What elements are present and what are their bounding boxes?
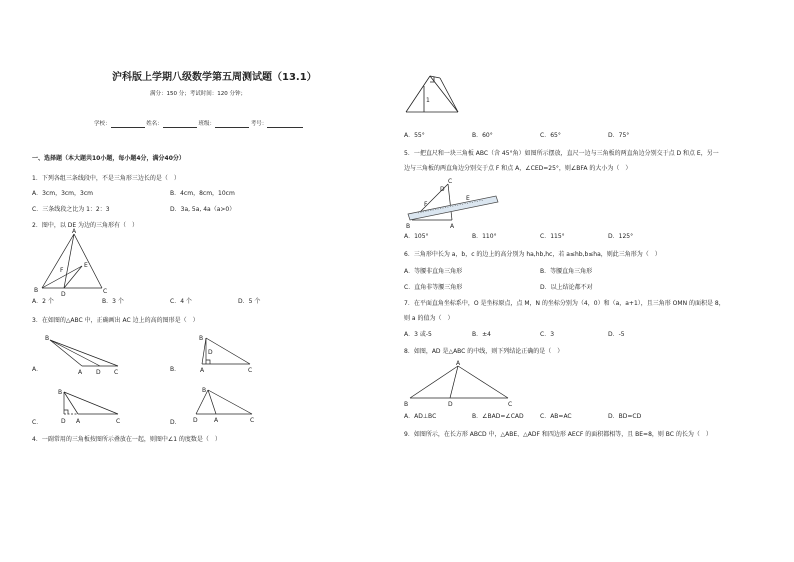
class-label: 班级：: [198, 121, 216, 127]
q5-option-b[interactable]: B．110°: [472, 233, 497, 240]
q4-right-angle: [430, 77, 434, 82]
q3c-label-b: B: [58, 389, 63, 396]
q3a-label-c: C: [114, 369, 119, 376]
exam-title: 沪科版上学期八级数学第五周测试题（13.1）: [112, 72, 317, 83]
q2-label-a: A: [72, 228, 77, 235]
q4-option-d[interactable]: D．75°: [608, 132, 630, 139]
q5-option-c[interactable]: C．115°: [540, 233, 565, 240]
q1-option-d[interactable]: D．3a, 5a, 4a（a>0）: [170, 206, 236, 213]
q8-stem: 8．如图，AD 是△ABC 的中线，则下列结论正确的是（ ）: [404, 348, 564, 355]
q6-option-b[interactable]: B．等腰直角三角形: [540, 268, 593, 275]
q5-ruler: [408, 196, 498, 220]
q8-option-c[interactable]: C．AB=AC: [540, 413, 572, 420]
q5-option-a[interactable]: A．105°: [404, 233, 429, 240]
q8-figure: [404, 358, 514, 410]
exam-meta: 满分：150 分；考试时间：120 分钟；: [150, 91, 246, 97]
q7-option-c[interactable]: C．3: [540, 331, 555, 338]
q3-option-d[interactable]: D．: [170, 419, 181, 426]
q8-option-d[interactable]: D．BD=CD: [608, 413, 642, 420]
q2-label-e: E: [84, 262, 88, 269]
q3-figure-c: [44, 386, 124, 426]
q5-stem-line2: 边与三角板的两直角边分别交于点 F 和点 A，∠CED=25°，则∠BFA 的大小为（ ）: [404, 165, 632, 172]
q1-option-c[interactable]: C．三条线段之比为 1：2：3: [32, 206, 110, 213]
q5-label-f: F: [424, 201, 428, 208]
q5-label-d: D: [440, 186, 445, 193]
q2-label-b: B: [34, 287, 39, 294]
school-blank[interactable]: [111, 121, 145, 128]
exam-no-label: 考号：: [250, 121, 268, 127]
q8-line-ba: [410, 366, 458, 398]
q1-option-b[interactable]: B．4cm，8cm，10cm: [170, 190, 235, 197]
q3a-line-ba: [50, 340, 82, 366]
q6-stem: 6．三角形中长为 a，b，c 的边上的高分别为 ha,hb,hc，若 a≤hb,b≤ha，则此三角形为（ ）: [404, 251, 661, 258]
q8-label-d: D: [448, 401, 453, 408]
q1-stem: 1．下列各组三条线段中，不是三角形三边长的是（ ）: [32, 175, 180, 182]
q7-stem-line2: 则 a 的值为（ ）: [404, 315, 454, 322]
q3-stem: 3．在如图的△ABC 中，正确画出 AC 边上的高的图形是（ ）: [32, 317, 199, 324]
q3c-label-d: D: [61, 418, 66, 425]
q7-option-d[interactable]: D．-5: [608, 331, 625, 338]
q5-option-d[interactable]: D．125°: [608, 233, 634, 240]
q5-stem-line1: 5．一把直尺和一块三角板 ABC（含 45°角）如图所示摆放，直尺一边与三角板的两直角边分别交于点 D 和点 E，另一: [404, 150, 719, 157]
exam-no-blank[interactable]: [267, 121, 303, 128]
q3b-label-a: A: [200, 367, 205, 374]
q3d-label-a: A: [214, 417, 219, 424]
q3-option-b[interactable]: B．: [170, 366, 181, 373]
q6-option-d[interactable]: D．以上结论都不对: [540, 284, 593, 291]
q3b-label-d: D: [208, 349, 213, 356]
name-label: 姓名：: [146, 121, 163, 127]
q3-option-c[interactable]: C．: [32, 419, 43, 426]
q3-figure-d: [182, 384, 262, 426]
q4-line-right: [440, 78, 458, 112]
q6-option-c[interactable]: C．直角非等腰三角形: [404, 284, 463, 291]
q5-figure: [404, 178, 504, 230]
q3a-label-a: A: [78, 369, 83, 376]
q5-line-ca: [448, 184, 452, 220]
q4-option-b[interactable]: B．60°: [472, 132, 493, 139]
q3b-label-c: C: [248, 367, 253, 374]
q5-label-b: B: [406, 223, 411, 230]
q8-line-ac: [458, 366, 508, 398]
q3a-line-bd: [50, 340, 100, 366]
q3d-label-c: C: [250, 417, 255, 424]
q3c-label-c: C: [116, 418, 121, 425]
q2-label-c: C: [103, 288, 108, 295]
q8-option-b[interactable]: B．∠BAD=∠CAD: [472, 413, 524, 420]
section-title: 一、选择题（本大题共10小题，每小题4分，满分40分）: [32, 155, 185, 162]
q8-label-c: C: [508, 401, 513, 408]
q2-stem: 2．图中，以 DE 为边的三角形有（ ）: [32, 222, 139, 229]
class-blank[interactable]: [215, 121, 249, 128]
q2-option-a[interactable]: A．2 个: [32, 298, 54, 305]
q4-figure: [404, 72, 464, 126]
q4-option-a[interactable]: A．55°: [404, 132, 425, 139]
q3a-label-d: D: [96, 369, 101, 376]
q3-option-a[interactable]: A．: [32, 366, 43, 373]
q9-stem: 9．如图所示，在长方形 ABCD 中，△ABE、△ADF 和四边形 AECF 的面积都相等，且 BE=8，则 BC 的长为（ ）: [404, 431, 712, 438]
q6-option-a[interactable]: A．等腰非直角三角形: [404, 268, 463, 275]
q2-option-d[interactable]: D．5 个: [238, 298, 261, 305]
q3a-label-b: B: [45, 335, 50, 342]
q8-label-a: A: [456, 360, 461, 367]
name-blank[interactable]: [163, 121, 197, 128]
q7-option-b[interactable]: B．±4: [472, 331, 491, 338]
q5-label-e: E: [466, 195, 470, 202]
q3b-right-angle: [206, 360, 210, 364]
school-label: 学校：: [94, 121, 111, 127]
q2-line-ac: [74, 234, 102, 288]
q3a-line-bc: [50, 340, 118, 366]
q4-option-c[interactable]: C．65°: [540, 132, 561, 139]
q3-figure-b: [182, 332, 262, 374]
q3-figure-a: [44, 334, 124, 374]
q8-label-b: B: [404, 401, 409, 408]
q2-label-f: F: [60, 267, 64, 274]
q7-stem-line1: 7．在平面直角坐标系中，O 是坐标原点，点 M，N 的坐标分别为（4，0）和（a，a+1），且三角形 OMN 的面积是 8，: [404, 300, 725, 307]
q2-figure: [30, 230, 120, 298]
q5-label-c: C: [448, 178, 453, 185]
q3d-label-d: D: [193, 417, 198, 424]
q3d-label-b: B: [202, 387, 207, 394]
q3c-line-ba: [64, 392, 78, 414]
q3c-line-bc: [64, 392, 118, 414]
q4-angle-label: 1: [426, 97, 430, 104]
q4-line-left: [406, 76, 430, 112]
q2-option-c[interactable]: C．4 个: [170, 298, 192, 305]
q8-option-a[interactable]: A．AD⊥BC: [404, 413, 437, 420]
q5-label-a: A: [450, 223, 455, 230]
q2-label-d: D: [61, 291, 66, 298]
q2-option-b[interactable]: B．3 个: [102, 298, 124, 305]
q1-option-a[interactable]: A．3cm，3cm，3cm: [32, 190, 93, 197]
q2-line-de: [64, 266, 82, 288]
q4-stem: 4．一副常用的三角板按图所示叠放在一起，则图中∠1 的度数是（ ）: [32, 436, 221, 443]
student-info-row: [94, 120, 303, 128]
q7-option-a[interactable]: A．3 或-5: [404, 331, 432, 338]
q3b-label-b: B: [199, 335, 204, 342]
q3c-label-a: A: [76, 418, 81, 425]
q3c-right-angle: [64, 410, 68, 414]
